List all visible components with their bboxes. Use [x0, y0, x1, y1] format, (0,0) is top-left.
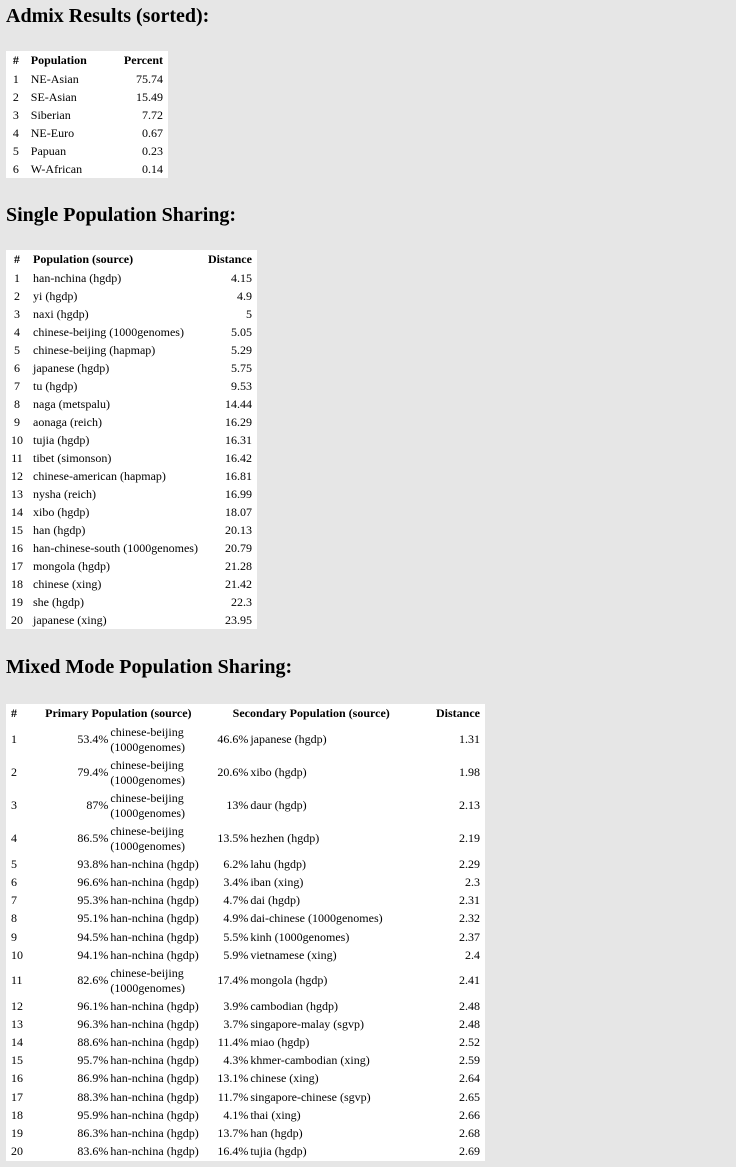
- population-name: SE-Asian: [30, 89, 77, 104]
- row-index: 16: [11, 540, 23, 555]
- primary-percent: 88.3%: [77, 1089, 109, 1104]
- row-index: 15: [11, 522, 23, 537]
- secondary-population: khmer-cambodian (xing): [250, 1053, 370, 1068]
- distance-value: 2.66: [459, 1107, 480, 1122]
- distance-value: 2.64: [459, 1071, 480, 1086]
- secondary-percent: 6.2%: [223, 857, 249, 872]
- population-name: NE-Asian: [30, 71, 79, 86]
- primary-population: han-nchina (hgdp): [110, 875, 199, 890]
- primary-population: han-nchina (hgdp): [110, 929, 199, 944]
- secondary-percent: 11.7%: [217, 1089, 249, 1104]
- table-row: [6, 1106, 485, 1124]
- primary-population: chinese-beijing (1000genomes): [110, 724, 186, 754]
- distance-value: 5.29: [230, 342, 252, 357]
- primary-percent: 95.1%: [77, 911, 109, 926]
- distance-value: 1.98: [459, 765, 480, 780]
- secondary-percent: 5.5%: [223, 929, 249, 944]
- primary-percent: 96.6%: [77, 875, 109, 890]
- row-index: 7: [11, 893, 17, 908]
- row-index: 20: [11, 612, 23, 627]
- row-index: 18: [11, 576, 23, 591]
- table-row: [6, 377, 257, 395]
- table-row: [6, 88, 168, 106]
- primary-percent: 86.9%: [77, 1071, 109, 1086]
- distance-value: 2.68: [459, 1125, 480, 1140]
- primary-population: chinese-beijing (1000genomes): [110, 757, 186, 787]
- row-index: 1: [11, 732, 17, 747]
- table-header-row: [6, 704, 485, 723]
- secondary-percent: 46.6%: [217, 732, 249, 747]
- primary-population: han-nchina (hgdp): [110, 1053, 199, 1068]
- primary-population: han-nchina (hgdp): [110, 1125, 199, 1140]
- col-header-percent: Percent: [123, 53, 163, 67]
- table-row: [6, 521, 257, 539]
- primary-percent: 86.3%: [77, 1125, 109, 1140]
- row-index: 20: [11, 1143, 23, 1158]
- population-source: japanese (hgdp): [33, 360, 110, 375]
- row-index: 4: [12, 125, 19, 140]
- row-index: 6: [11, 875, 17, 890]
- primary-percent: 94.1%: [77, 947, 109, 962]
- table-row: [6, 124, 168, 142]
- distance-value: 2.59: [459, 1053, 480, 1068]
- single-table: [6, 250, 257, 629]
- row-index: 8: [14, 396, 20, 411]
- population-name: Papuan: [30, 143, 67, 158]
- row-index: 10: [11, 947, 23, 962]
- distance-value: 2.48: [459, 998, 480, 1013]
- table-row: [6, 431, 257, 449]
- primary-percent: 86.5%: [77, 831, 109, 846]
- secondary-population: singapore-malay (sgvp): [250, 1017, 364, 1032]
- table-row: [6, 359, 257, 377]
- table-row: [6, 485, 257, 503]
- table-row: [6, 964, 485, 997]
- primary-population: han-nchina (hgdp): [110, 893, 199, 908]
- distance-value: 21.42: [224, 576, 252, 591]
- population-source: chinese-beijing (hapmap): [33, 342, 156, 357]
- distance-value: 4.15: [230, 270, 252, 285]
- table-row: [6, 557, 257, 575]
- primary-percent: 87%: [86, 798, 109, 813]
- distance-value: 2.32: [459, 911, 480, 926]
- table-row: [6, 395, 257, 413]
- distance-value: 1.31: [459, 732, 480, 747]
- table-row: [6, 611, 257, 629]
- row-index: 12: [11, 468, 23, 483]
- col-header-index: #: [11, 706, 17, 720]
- row-index: 4: [11, 831, 17, 846]
- distance-value: 2.3: [465, 875, 480, 890]
- primary-population: han-nchina (hgdp): [110, 1017, 199, 1032]
- distance-value: 22.3: [230, 594, 252, 609]
- table-row: [6, 106, 168, 124]
- table-header-row: [6, 51, 168, 70]
- distance-value: 2.48: [459, 1017, 480, 1032]
- primary-percent: 95.3%: [77, 893, 109, 908]
- row-index: 17: [11, 1089, 23, 1104]
- row-index: 19: [11, 594, 23, 609]
- distance-value: 2.4: [465, 947, 480, 962]
- population-source: han (hgdp): [33, 522, 86, 537]
- distance-value: 16.42: [224, 450, 252, 465]
- col-header-index: #: [14, 252, 20, 266]
- population-source: xibo (hgdp): [33, 504, 90, 519]
- row-index: 8: [11, 911, 17, 926]
- table-row: [6, 593, 257, 611]
- secondary-population: miao (hgdp): [250, 1035, 310, 1050]
- table-row: [6, 341, 257, 359]
- table-row: [6, 160, 168, 178]
- primary-population: han-nchina (hgdp): [110, 857, 199, 872]
- col-header-index: #: [12, 53, 19, 67]
- secondary-population: dai-chinese (1000genomes): [250, 911, 383, 926]
- population-source: she (hgdp): [33, 594, 84, 609]
- primary-percent: 83.6%: [77, 1143, 109, 1158]
- mixed-table-body: [6, 723, 485, 1161]
- row-index: 2: [12, 89, 19, 104]
- row-index: 6: [12, 161, 19, 176]
- col-header-distance: Distance: [436, 706, 480, 720]
- table-row: [6, 539, 257, 557]
- row-index: 14: [11, 1035, 23, 1050]
- row-index: 9: [11, 929, 17, 944]
- single-table-body: [6, 269, 257, 629]
- primary-percent: 82.6%: [77, 973, 109, 988]
- primary-population: han-nchina (hgdp): [110, 998, 199, 1013]
- primary-percent: 93.8%: [77, 857, 109, 872]
- population-name: Siberian: [30, 107, 71, 122]
- col-header-secondary: Secondary Population (source): [232, 706, 390, 720]
- row-index: 5: [14, 342, 20, 357]
- secondary-percent: 4.3%: [223, 1053, 249, 1068]
- primary-population: han-nchina (hgdp): [110, 1143, 199, 1158]
- row-index: 18: [11, 1107, 23, 1122]
- table-row: [6, 856, 485, 874]
- row-index: 1: [12, 71, 19, 86]
- distance-value: 16.81: [224, 468, 252, 483]
- population-name: NE-Euro: [30, 125, 75, 140]
- primary-percent: 95.9%: [77, 1107, 109, 1122]
- primary-percent: 88.6%: [77, 1035, 109, 1050]
- primary-population: han-nchina (hgdp): [110, 1035, 199, 1050]
- distance-value: 23.95: [224, 612, 252, 627]
- distance-value: 5.75: [230, 360, 252, 375]
- row-index: 13: [11, 486, 23, 501]
- table-row: [6, 946, 485, 964]
- row-index: 2: [14, 288, 20, 303]
- row-index: 1: [14, 270, 20, 285]
- row-index: 12: [11, 998, 23, 1013]
- table-row: [6, 575, 257, 593]
- distance-value: 2.41: [459, 973, 480, 988]
- primary-population: han-nchina (hgdp): [110, 911, 199, 926]
- single-heading: Single Population Sharing:: [6, 204, 237, 226]
- admix-table-body: [6, 70, 168, 178]
- table-row: [6, 305, 257, 323]
- mixed-heading: Mixed Mode Population Sharing:: [6, 656, 293, 678]
- distance-value: 16.31: [224, 432, 252, 447]
- distance-value: 18.07: [224, 504, 252, 519]
- distance-value: 2.31: [459, 893, 480, 908]
- population-source: tu (hgdp): [33, 378, 78, 393]
- table-row: [6, 997, 485, 1015]
- admix-heading: Admix Results (sorted):: [6, 5, 210, 27]
- percent-value: 0.23: [142, 143, 163, 158]
- table-row: [6, 910, 485, 928]
- table-row: [6, 467, 257, 485]
- table-row: [6, 449, 257, 467]
- table-row: [6, 1016, 485, 1034]
- primary-percent: 53.4%: [77, 732, 109, 747]
- percent-value: 7.72: [142, 107, 163, 122]
- row-index: 7: [14, 378, 20, 393]
- col-header-population: Population: [30, 53, 87, 67]
- distance-value: 9.53: [230, 378, 252, 393]
- population-source: naxi (hgdp): [33, 306, 89, 321]
- distance-value: 20.13: [224, 522, 252, 537]
- population-source: chinese-beijing (1000genomes): [33, 324, 184, 339]
- table-row: [6, 723, 485, 756]
- secondary-percent: 5.9%: [223, 947, 249, 962]
- population-source: naga (metspalu): [33, 396, 110, 411]
- table-row: [6, 1088, 485, 1106]
- secondary-percent: 4.1%: [223, 1107, 249, 1122]
- primary-percent: 94.5%: [77, 929, 109, 944]
- secondary-population: han (hgdp): [250, 1125, 303, 1140]
- table-row: [6, 142, 168, 160]
- distance-value: 5.05: [230, 324, 252, 339]
- population-source: han-chinese-south (1000genomes): [33, 540, 198, 555]
- population-source: han-nchina (hgdp): [33, 270, 122, 285]
- secondary-population: thai (xing): [250, 1107, 301, 1122]
- row-index: 16: [11, 1071, 23, 1086]
- table-header-row: [6, 250, 257, 269]
- secondary-percent: 13.7%: [217, 1125, 249, 1140]
- population-source: chinese-american (hapmap): [33, 468, 166, 483]
- distance-value: 21.28: [224, 558, 252, 573]
- row-index: 17: [11, 558, 23, 573]
- population-source: chinese (xing): [33, 576, 102, 591]
- distance-value: 5: [245, 306, 252, 321]
- table-row: [6, 1142, 485, 1160]
- row-index: 13: [11, 1017, 23, 1032]
- primary-population: han-nchina (hgdp): [110, 1107, 199, 1122]
- population-source: tibet (simonson): [33, 450, 112, 465]
- secondary-population: cambodian (hgdp): [250, 998, 338, 1013]
- primary-population: han-nchina (hgdp): [110, 947, 199, 962]
- row-index: 6: [14, 360, 20, 375]
- population-source: aonaga (reich): [33, 414, 102, 429]
- percent-value: 15.49: [136, 89, 163, 104]
- table-row: [6, 892, 485, 910]
- secondary-percent: 3.7%: [223, 1017, 249, 1032]
- table-row: [6, 70, 168, 88]
- secondary-percent: 20.6%: [217, 765, 249, 780]
- admix-table: [6, 51, 168, 178]
- distance-value: 2.69: [459, 1143, 480, 1158]
- table-row: [6, 287, 257, 305]
- primary-percent: 95.7%: [77, 1053, 109, 1068]
- row-index: 15: [11, 1053, 23, 1068]
- secondary-population: iban (xing): [250, 875, 304, 890]
- secondary-percent: 13.1%: [217, 1071, 249, 1086]
- row-index: 3: [12, 107, 19, 122]
- table-row: [6, 323, 257, 341]
- secondary-population: mongola (hgdp): [250, 973, 328, 988]
- table-row: [6, 1052, 485, 1070]
- row-index: 19: [11, 1125, 23, 1140]
- col-header-population: Population (source): [33, 252, 134, 266]
- table-row: [6, 874, 485, 892]
- table-row: [6, 1070, 485, 1088]
- row-index: 9: [14, 414, 20, 429]
- secondary-percent: 13%: [226, 798, 249, 813]
- table-row: [6, 1124, 485, 1142]
- distance-value: 2.13: [459, 798, 480, 813]
- table-row: [6, 503, 257, 521]
- secondary-population: chinese (xing): [250, 1071, 319, 1086]
- row-index: 10: [11, 432, 23, 447]
- secondary-population: tujia (hgdp): [250, 1143, 307, 1158]
- secondary-population: xibo (hgdp): [250, 765, 307, 780]
- col-header-distance: Distance: [207, 252, 252, 266]
- table-row: [6, 413, 257, 431]
- row-index: 3: [11, 798, 17, 813]
- distance-value: 2.19: [459, 831, 480, 846]
- secondary-percent: 3.9%: [223, 998, 249, 1013]
- population-source: yi (hgdp): [33, 288, 78, 303]
- primary-population: chinese-beijing (1000genomes): [110, 965, 186, 995]
- row-index: 4: [14, 324, 20, 339]
- primary-percent: 96.1%: [77, 998, 109, 1013]
- percent-value: 75.74: [136, 71, 163, 86]
- table-row: [6, 269, 257, 287]
- distance-value: 20.79: [224, 540, 252, 555]
- secondary-percent: 16.4%: [217, 1143, 249, 1158]
- population-source: tujia (hgdp): [33, 432, 90, 447]
- secondary-population: japanese (hgdp): [250, 732, 327, 747]
- primary-percent: 96.3%: [77, 1017, 109, 1032]
- population-source: japanese (xing): [33, 612, 107, 627]
- secondary-percent: 13.5%: [217, 831, 249, 846]
- percent-value: 0.67: [142, 125, 163, 140]
- distance-value: 2.52: [459, 1035, 480, 1050]
- primary-percent: 79.4%: [77, 765, 109, 780]
- distance-value: 2.29: [459, 857, 480, 872]
- primary-population: han-nchina (hgdp): [110, 1071, 199, 1086]
- col-header-primary: Primary Population (source): [45, 706, 192, 720]
- distance-value: 16.29: [224, 414, 252, 429]
- table-row: [6, 928, 485, 946]
- secondary-percent: 11.4%: [217, 1035, 249, 1050]
- secondary-population: singapore-chinese (sgvp): [250, 1089, 371, 1104]
- row-index: 5: [12, 143, 19, 158]
- distance-value: 2.65: [459, 1089, 480, 1104]
- percent-value: 0.14: [142, 161, 163, 176]
- population-source: nysha (reich): [33, 486, 96, 501]
- primary-population: han-nchina (hgdp): [110, 1089, 199, 1104]
- distance-value: 16.99: [224, 486, 252, 501]
- table-row: [6, 756, 485, 789]
- mixed-table: [6, 704, 485, 1161]
- secondary-population: lahu (hgdp): [250, 857, 306, 872]
- secondary-population: kinh (1000genomes): [250, 929, 350, 944]
- secondary-population: vietnamese (xing): [250, 947, 337, 962]
- row-index: 11: [11, 973, 23, 988]
- population-source: mongola (hgdp): [33, 558, 110, 573]
- secondary-percent: 17.4%: [217, 973, 249, 988]
- secondary-percent: 4.9%: [223, 911, 249, 926]
- table-row: [6, 789, 485, 822]
- secondary-percent: 4.7%: [223, 893, 249, 908]
- secondary-population: daur (hgdp): [250, 798, 307, 813]
- primary-population: chinese-beijing (1000genomes): [110, 790, 186, 820]
- secondary-population: dai (hgdp): [250, 893, 300, 908]
- row-index: 3: [14, 306, 20, 321]
- distance-value: 14.44: [224, 396, 252, 411]
- row-index: 2: [11, 765, 17, 780]
- distance-value: 4.9: [236, 288, 252, 303]
- secondary-percent: 3.4%: [223, 875, 249, 890]
- row-index: 5: [11, 857, 17, 872]
- row-index: 11: [11, 450, 23, 465]
- primary-population: chinese-beijing (1000genomes): [110, 823, 186, 853]
- row-index: 14: [11, 504, 23, 519]
- table-row: [6, 1034, 485, 1052]
- secondary-population: hezhen (hgdp): [250, 831, 320, 846]
- population-name: W-African: [30, 161, 83, 176]
- table-row: [6, 822, 485, 855]
- distance-value: 2.37: [459, 929, 480, 944]
